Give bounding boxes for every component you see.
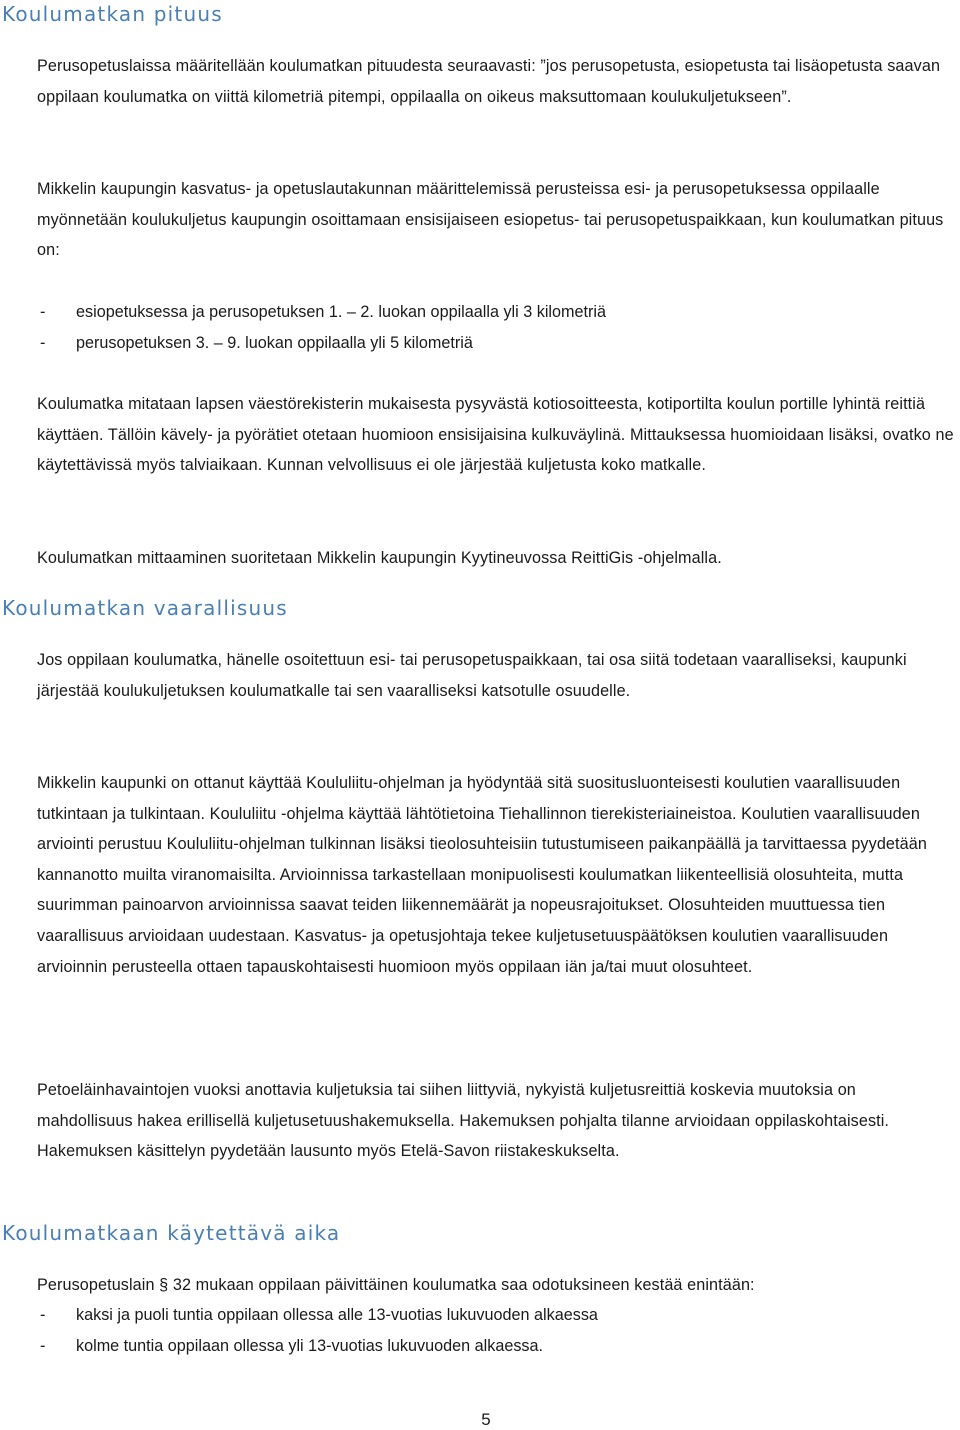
list-item: - esiopetuksessa ja perusopetuksen 1. – 2. luokan oppilaalla yli 3 kilometriä	[37, 297, 955, 328]
section-heading-vaarallisuus: Koulumatkan vaarallisuus	[2, 596, 288, 620]
paragraph-vaarallisuus-2: Mikkelin kaupunki on ottanut käyttää Koululiitu-ohjelman ja hyödyntää sitä suositusluonteisesti koulutien vaarallisuuden tutkintaan ja tulkintaan. Koululiitu -ohjelma käyttää lähtötietoina Tiehallinnon tierekisteriaineistoa. Koulutien vaarallisuuden arviointi perustuu Koululiitu-ohjelman tulkinnan lisäksi tieolosuhteisiin tutustumiseen paikanpäällä ja tarvittaessa pyydetään kannanotto muilta viranomaisilta. Arvioinnissa tarkastellaan monipuolisesti koulumatkan liikenteellisiä olosuhteita, mutta suurimman painoarvon arvioinnissa saavat teiden liikennemäärät ja nopeusrajoitukset. Olosuhteiden muuttuessa tien vaarallisuus arvioidaan uudestaan. Kasvatus- ja opetusjohtaja tekee kuljetusetuuspäätöksen koulutien vaarallisuuden arvioinnin perusteella ottaen tapauskohtaisesti huomioon myös oppilaan iän ja/tai muut olosuhteet.	[37, 774, 927, 976]
list-marker: -	[40, 1336, 46, 1355]
list-marker: -	[40, 1306, 46, 1324]
paragraph-vaarallisuus-1: Jos oppilaan koulumatka, hänelle osoitettuun esi- tai perusopetuspaikkaan, tai osa siitä todetaan vaaralliseksi, kaupunki järjestää koulukuljetuksen koulumatkalle tai sen vaaralliseksi katsotulle osuudelle.	[37, 651, 907, 700]
paragraph-pituus-3: Koulumatka mitataan lapsen väestörekisterin mukaisesta pysyvästä kotiosoitteesta, kotiportilta koulun portille lyhintä reittiä käyttäen. Tällöin kävely- ja pyörätiet otetaan huomioon ensisijaisina kulkuväylinä. Mittauksessa huomioidaan lisäksi, ovatko ne käytettävissä myös talviaikaan. Kunnan velvollisuus ei ole järjestää kuljetusta koko matkalle.	[37, 395, 954, 475]
list-item: - kolme tuntia oppilaan ollessa yli 13-vuotias lukuvuoden alkaessa.	[37, 1331, 955, 1362]
list-item: - kaksi ja puoli tuntia oppilaan ollessa alle 13-vuotias lukuvuoden alkaessa	[37, 1300, 955, 1331]
section-heading-pituus: Koulumatkan pituus	[2, 2, 223, 26]
list-marker: -	[40, 333, 46, 352]
time-limit-list	[37, 1300, 955, 1361]
paragraph-vaarallisuus-3: Petoeläinhavaintojen vuoksi anottavia kuljetuksia tai siihen liittyviä, nykyistä kuljetusreittiä koskevia muutoksia on mahdollisuus hakea erillisellä kuljetusetuushakemuksella. Hakemuksen pohjalta tilanne arvioidaan oppilaskohtaisesti. Hakemuksen käsittelyn pyydetään lausunto myös Etelä-Savon riistakeskukselta.	[37, 1081, 890, 1161]
page-number: 5	[481, 1410, 491, 1429]
paragraph-pituus-2: Mikkelin kaupungin kasvatus- ja opetuslautakunnan määrittelemissä perusteissa esi- ja perusopetuksessa oppilaalle myönnetään koulukuljetus kaupungin osoittamaan ensisijaiseen esiopetus- tai perusopetuspaikkaan, kun koulumatkan pituus on:	[37, 180, 944, 260]
distance-list	[37, 297, 955, 358]
list-item: - perusopetuksen 3. – 9. luokan oppilaalla yli 5 kilometriä	[37, 328, 955, 359]
paragraph-pituus-4: Koulumatkan mittaaminen suoritetaan Mikkelin kaupungin Kyytineuvossa ReittiGis -ohjelmalla.	[37, 549, 722, 567]
list-marker: -	[40, 303, 46, 321]
paragraph-aika-1: Perusopetuslain § 32 mukaan oppilaan päivittäinen koulumatka saa odotuksineen kestää enintään:	[37, 1276, 755, 1294]
paragraph-pituus-1: Perusopetuslaissa määritellään koulumatkan pituudesta seuraavasti: ”jos perusopetusta, esiopetusta tai lisäopetusta saavan oppilaan koulumatka on viittä kilometriä pitempi, oppilaalla on oikeus maksuttomaan koulukuljetukseen”.	[37, 57, 941, 106]
section-heading-aika: Koulumatkaan käytettävä aika	[2, 1221, 341, 1245]
